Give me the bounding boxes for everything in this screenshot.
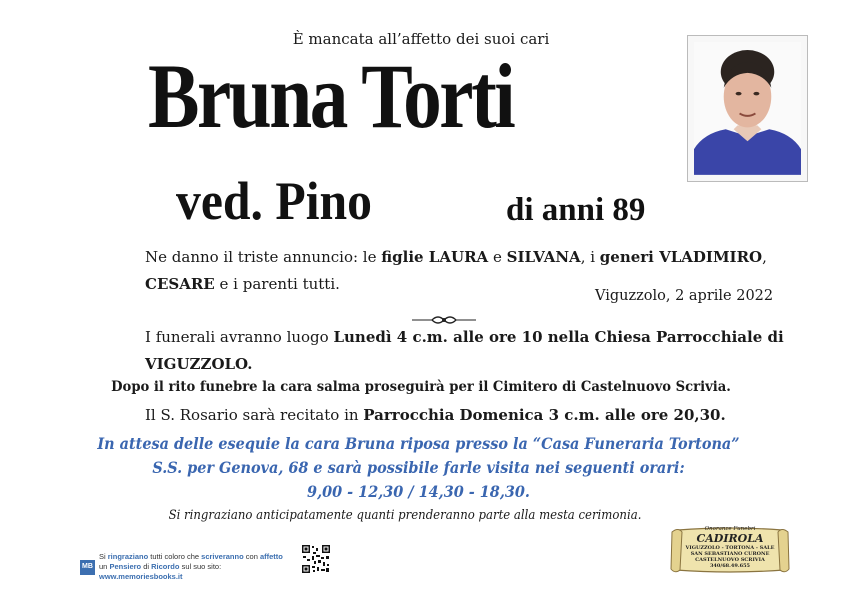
qr-code-icon[interactable] xyxy=(301,544,331,574)
funeral-home-locations-2: SAN SEBASTIANO CURONE xyxy=(690,551,770,557)
announcement-daughter-2: SILVANA xyxy=(506,248,581,266)
funeral-details: Lunedì 4 c.m. alle ore 10 nella Chiesa Parrocchiale di VIGUZZOLO. xyxy=(145,328,784,373)
footer-text-part: di xyxy=(141,562,152,571)
wake-hours: 9,00 - 12,30 / 14,30 - 18,30. xyxy=(307,482,530,501)
wake-line-2: S.S. per Genova, 68 e sarà possibile farle visita nei seguenti orari: xyxy=(152,458,685,477)
announcement-daughters: figlie LAURA xyxy=(381,248,489,266)
announcement-text: e i parenti tutti. xyxy=(214,275,340,293)
funeral-home-phone: 340/68.49.655 xyxy=(709,563,751,569)
thanks-line: Si ringraziano anticipatamente quanti prenderanno parte alla mesta cerimonia. xyxy=(168,508,642,523)
announcement-text: , i xyxy=(580,248,600,266)
funeral-home-locations-1: VIGUZZOLO - TORTONA - SALE xyxy=(685,545,775,551)
footer-memoriesbooks xyxy=(80,552,290,582)
footer-highlight: Ricordo xyxy=(151,562,180,571)
announcement-text: , xyxy=(762,248,767,266)
funeral-text: I funerali avranno luogo xyxy=(145,328,334,346)
wake-line-1: In attesa delle esequie la cara Bruna riposa presso la “Casa Funeraria Tortona” xyxy=(97,434,740,453)
rosary-text: Il S. Rosario sarà recitato in xyxy=(145,406,364,424)
footer-text-part: con xyxy=(243,552,260,561)
footer-highlight: Pensiero xyxy=(109,562,142,571)
deceased-name: Bruna Torti xyxy=(148,45,514,147)
rosary-details: Parrocchia Domenica 3 c.m. alle ore 20,30. xyxy=(363,406,726,424)
announcement-text: e xyxy=(488,248,507,266)
announcement-sons-in-law: generi VLADIMIRO xyxy=(599,248,763,266)
age: di anni 89 xyxy=(506,192,646,228)
footer-highlight: scriveranno xyxy=(201,552,244,561)
footer-text-part: Si xyxy=(99,552,108,561)
rosary-line xyxy=(145,406,726,424)
portrait-photo xyxy=(687,35,808,182)
memoriesbooks-logo-icon: MB xyxy=(80,560,95,575)
widow-of: ved. Pino xyxy=(176,171,372,231)
footer-highlight: ringraziano xyxy=(107,552,149,561)
footer-text xyxy=(99,552,290,582)
announcement-son-in-law-2: CESARE xyxy=(145,275,215,293)
funeral-home-logo xyxy=(668,524,792,576)
announcement-text: Ne danno il triste annuncio: le xyxy=(145,248,382,266)
funeral-home-name: CADIROLA xyxy=(696,532,764,545)
funeral-home-locations-3: CASTELNUOVO SCRIVIA xyxy=(695,557,765,563)
footer-highlight: affetto xyxy=(259,552,283,561)
portrait-image xyxy=(694,42,801,175)
footer-website-link[interactable]: www.memoriesbooks.it xyxy=(99,572,183,581)
burial-line: Dopo il rito funebre la cara salma proseguirà per il Cimitero di Castelnuovo Scrivia. xyxy=(111,379,731,395)
funeral-paragraph xyxy=(145,324,805,378)
footer-text-part: un xyxy=(99,562,110,571)
place-date: Viguzzolo, 2 aprile 2022 xyxy=(595,288,774,304)
intro-line: È mancata all’affetto dei suoi cari xyxy=(292,30,550,48)
funeral-home-tagline: Onoranze Funebri xyxy=(704,526,756,532)
footer-text-part: tutti coloro che xyxy=(148,552,202,561)
footer-text-part: sul suo sito: xyxy=(179,562,222,571)
wake-info xyxy=(0,432,837,504)
